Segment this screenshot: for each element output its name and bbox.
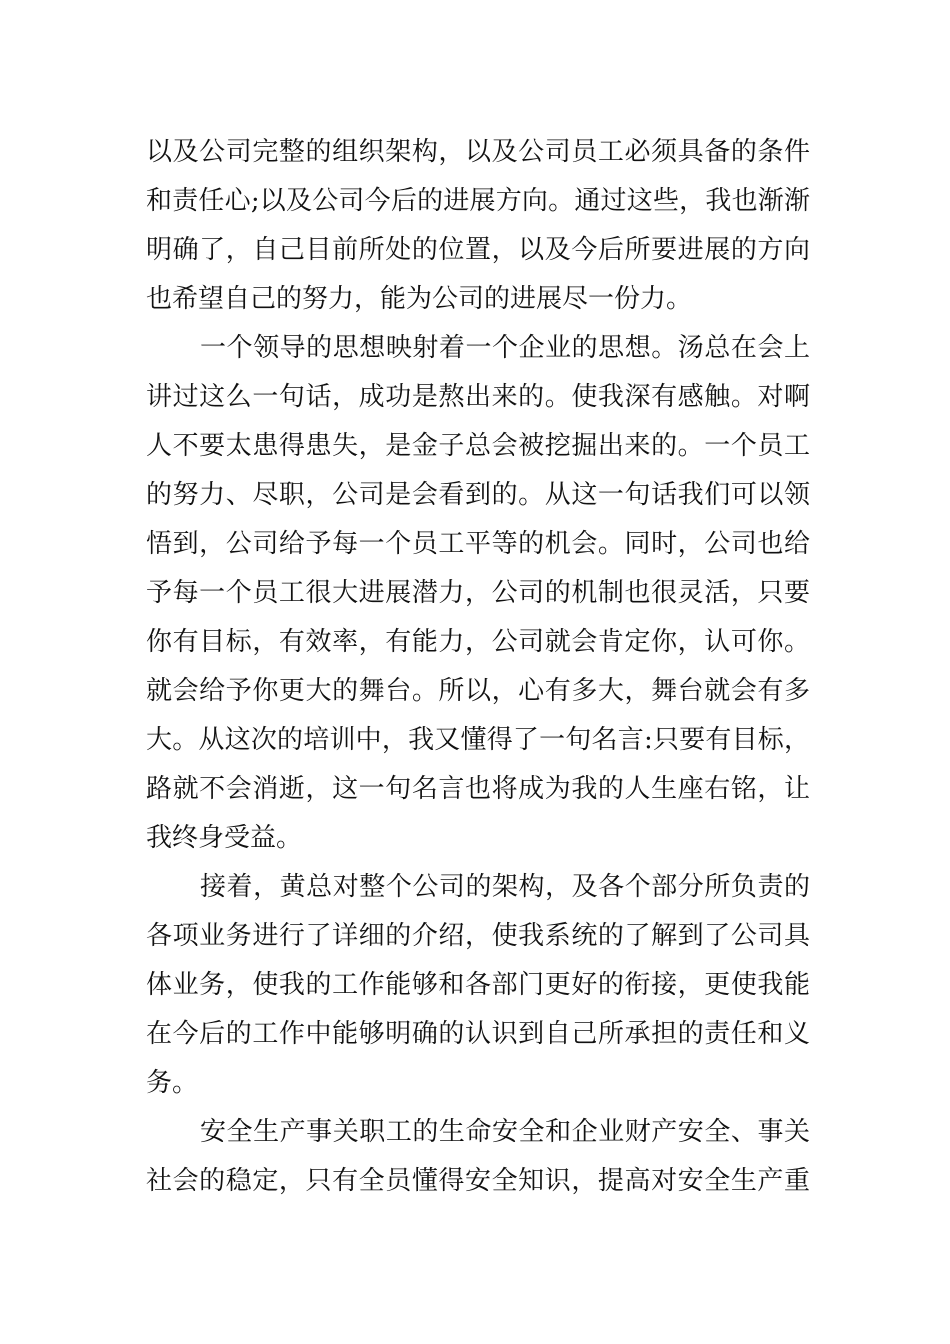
text-line: 以及公司完整的组织架构，以及公司员工必须具备的条件 xyxy=(146,137,810,167)
text-line: 的努力、尽职，公司是会看到的。从这一句话我们可以领 xyxy=(146,480,810,510)
document-body xyxy=(146,128,810,1206)
text-line: 各项业务进行了详细的介绍，使我系统的了解到了公司具 xyxy=(146,921,810,951)
text-line: 予每一个员工很大进展潜力，公司的机制也很灵活，只要 xyxy=(146,578,810,608)
paragraph-first-line: 接着，黄总对整个公司的架构，及各个部分所负责的 xyxy=(200,872,810,902)
paragraph-first-line: 安全生产事关职工的生命安全和企业财产安全、事关 xyxy=(200,1117,810,1147)
text-line: 我终身受益。 xyxy=(146,823,303,853)
text-line: 路就不会消逝，这一句名言也将成为我的人生座右铭，让 xyxy=(146,774,810,804)
text-line: 在今后的工作中能够明确的认识到自己所承担的责任和义 xyxy=(146,1019,810,1049)
text-line: 你有目标，有效率，有能力，公司就会肯定你，认可你。 xyxy=(146,627,810,657)
text-line: 悟到，公司给予每一个员工平等的机会。同时，公司也给 xyxy=(146,529,810,559)
text-line: 和责任心;以及公司今后的进展方向。通过这些，我也渐渐 xyxy=(146,186,810,216)
text-line: 明确了，自己目前所处的位置，以及今后所要进展的方向 xyxy=(146,235,810,265)
text-line: 人不要太患得患失，是金子总会被挖掘出来的。一个员工 xyxy=(146,431,810,461)
text-line: 大。从这次的培训中，我又懂得了一句名言:只要有目标， xyxy=(146,725,810,755)
text-line: 也希望自己的努力，能为公司的进展尽一份力。 xyxy=(146,284,693,314)
text-line: 务。 xyxy=(146,1068,199,1098)
text-line: 体业务，使我的工作能够和各部门更好的衔接，更使我能 xyxy=(146,970,810,1000)
text-line: 就会给予你更大的舞台。所以，心有多大，舞台就会有多 xyxy=(146,676,810,706)
text-line: 社会的稳定，只有全员懂得安全知识，提高对安全生产重 xyxy=(146,1166,810,1196)
paragraph-first-line: 一个领导的思想映射着一个企业的思想。汤总在会上 xyxy=(200,333,810,363)
text-line: 讲过这么一句话，成功是熬出来的。使我深有感触。对啊 xyxy=(146,382,810,412)
